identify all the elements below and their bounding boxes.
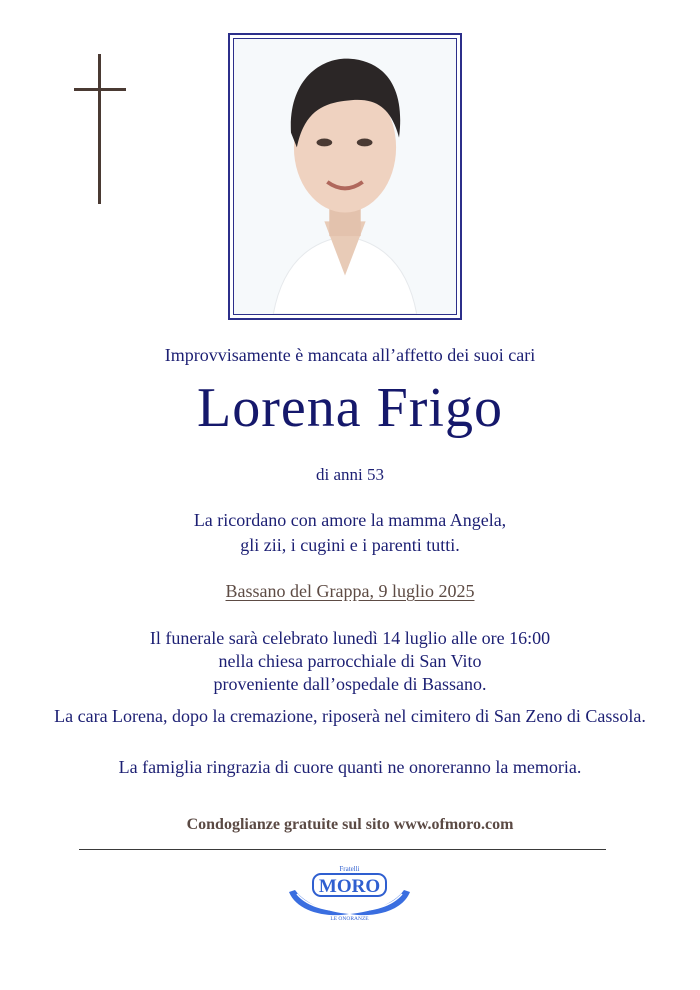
funeral-line: nella chiesa parrocchiale di San Vito [218, 651, 482, 671]
funeral-line: Il funerale sarà celebrato lunedì 14 luglio alle ore 16:00 [149, 628, 551, 648]
divider [79, 849, 606, 850]
remember-block [0, 508, 700, 558]
condolences-link-text[interactable]: Condoglianze gratuite sul sito www.ofmoro.com [186, 816, 514, 833]
deceased-name: Lorena Frigo [197, 377, 503, 439]
intro-text: Improvvisamente è mancata all’affetto dei suoi cari [164, 345, 536, 365]
remember-line: gli zii, i cugini e i parenti tutti. [240, 535, 460, 555]
place-date-text: Bassano del Grappa, 9 luglio 2025 [225, 581, 475, 601]
remember-line: La ricordano con amore la mamma Angela, [193, 510, 507, 530]
cross-icon [74, 54, 126, 204]
cremation-text: La cara Lorena, dopo la cremazione, riposerà nel cimitero di San Zeno di Cassola. [54, 706, 646, 726]
cross-vertical-bar [98, 54, 101, 204]
logo-main: MORO [318, 876, 381, 897]
logo-bottom: LE ONORANZE [330, 916, 369, 922]
cross-horizontal-bar [74, 88, 126, 91]
portrait-photo-inner [233, 38, 457, 315]
age-text: di anni 53 [316, 465, 384, 484]
funeral-block [0, 627, 700, 696]
place-date [0, 581, 700, 602]
funeral-line: proveniente dall’ospedale di Bassano. [213, 674, 487, 694]
portrait-photo [228, 33, 462, 320]
logo-small-top: Fratelli [339, 865, 360, 873]
thanks-text: La famiglia ringrazia di cuore quanti ne onoreranno la memoria. [118, 757, 582, 777]
portrait-illustration [234, 39, 456, 314]
moro-logo [287, 862, 412, 922]
